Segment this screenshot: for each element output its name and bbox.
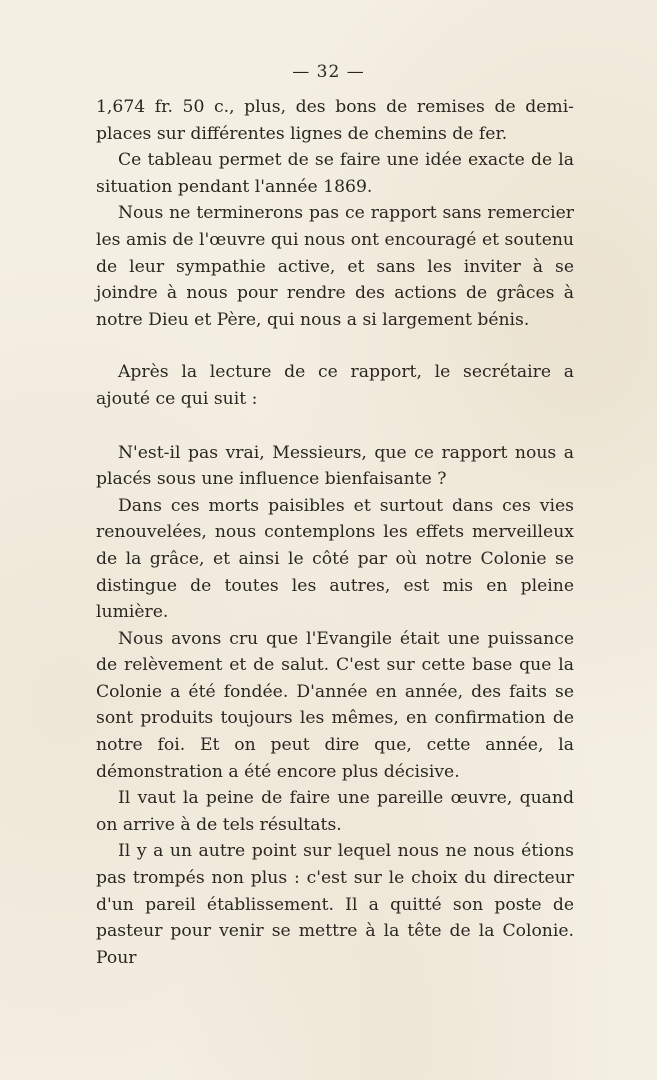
paragraph: Il vaut la peine de faire une pareille œuvre, quand on arrive à de tels résultats. xyxy=(96,788,574,835)
paragraph: Il y a un autre point sur lequel nous ne nous étions pas trompés non plus : c'est sur le choix du directeur d'un pareil établissement. Il a quitté son poste de pasteur pour venir se mettre à la tête de la Colonie. Pour xyxy=(96,841,574,968)
paragraph: Ce tableau permet de se faire une idée exacte de la situation pendant l'année 1869. xyxy=(96,150,574,197)
paragraph: Après la lecture de ce rapport, le secrétaire a ajouté ce qui suit : xyxy=(96,362,574,409)
paragraph: 1,674 fr. 50 c., plus, des bons de remises de demi-places sur différentes lignes de chemins de fer. xyxy=(96,97,574,144)
paragraph: N'est-il pas vrai, Messieurs, que ce rapport nous a placés sous une influence bienfaisante ? xyxy=(96,442,574,490)
paragraph: Nous avons cru que l'Evangile était une puissance de relèvement et de salut. C'est sur cette base que la Colonie a été fondée. D'année en année, des faits se sont produits toujours les mêmes, en confirmation de notre foi. Et on peut dire que, cette année, la démonstration a été encore plus décisive. xyxy=(96,628,574,782)
body-text xyxy=(96,94,574,971)
page-number: — 32 — xyxy=(292,62,365,82)
paragraph: Nous ne terminerons pas ce rapport sans remercier les amis de l'œuvre qui nous ont encouragé et soutenu de leur sympathie active, et sans les inviter à se joindre à nous pour rendre des actions de grâces à notre Dieu et Père, qui nous a si largement bénis. xyxy=(96,203,574,330)
paragraph: Dans ces morts paisibles et surtout dans ces vies renouvelées, nous contemplons les effets merveilleux de la grâce, et ainsi le côté par où notre Colonie se distingue de toutes les autres, est mis en pleine lumière. xyxy=(96,495,574,623)
